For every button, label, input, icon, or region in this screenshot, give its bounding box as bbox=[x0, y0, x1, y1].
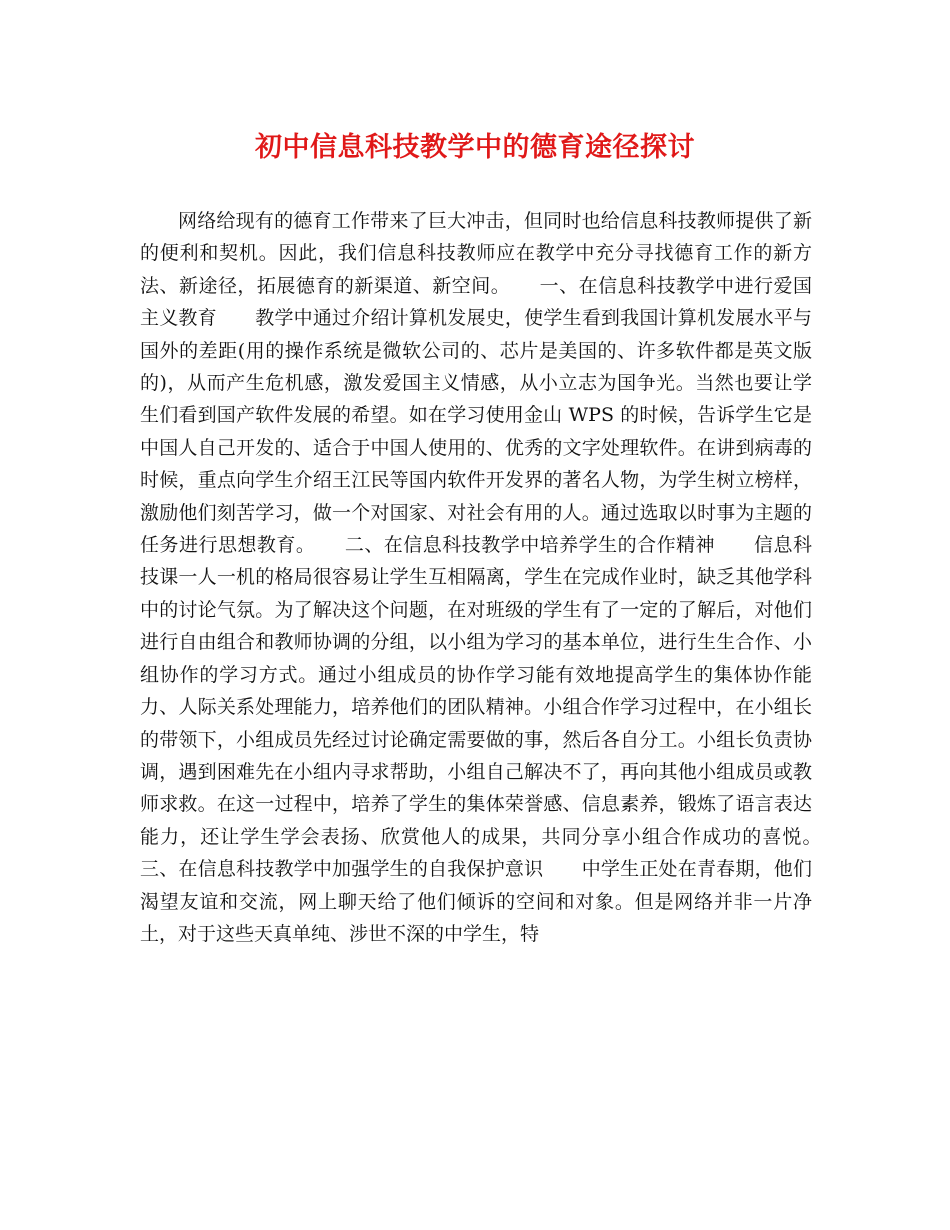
document-title: 初中信息科技教学中的德育途径探讨 bbox=[255, 132, 695, 163]
document-body-paragraph: 网络给现有的德育工作带来了巨大冲击，但同时也给信息科技教师提供了新的便利和契机。因此，我们信息科技教师应在教学中充分寻找德育工作的新方法、新途径，拓展德育的新渠道、新空间。 一、在信息科技教学中进行爱国主义教育 教学中通过介绍计算机发展史，使学生看到我国计算机发展水平与国外的差距(用的操作系统是微软公司的、芯片是美国的、许多软件都是英文版的)，从而产生危机感，激发爱国主义情感，从小立志为国争光。当然也要让学生们看到国产软件发展的希望。如在学习使用金山 WPS 的时候，告诉学生它是中国人自己开发的、适合于中国人使用的、优秀的文字处理软件。在讲到病毒的时候，重点向学生介绍王江民等国内软件开发界的著名人物，为学生树立榜样，激励他们刻苦学习，做一个对国家、对社会有用的人。通过选取以时事为主题的任务进行思想教育。 二、在信息科技教学中培养学生的合作精神 信息科技课一人一机的格局很容易让学生互相隔离，学生在完成作业时，缺乏其他学科中的讨论气氛。为了解决这个问题，在对班级的学生有了一定的了解后，对他们进行自由组合和教师协调的分组，以小组为学习的基本单位，进行生生合作、小组协作的学习方式。通过小组成员的协作学习能有效地提高学生的集体协作能力、人际关系处理能力，培养他们的团队精神。小组合作学习过程中，在小组长的带领下，小组成员先经过讨论确定需要做的事，然后各自分工。小组长负责协调，遇到困难先在小组内寻求帮助，小组自己解决不了，再向其他小组成员或教师求救。在这一过程中，培养了学生的集体荣誉感、信息素养，锻炼了语言表达能力，还让学生学会表扬、欣赏他人的成果，共同分享小组合作成功的喜悦。 三、在信息科技教学中加强学生的自我保护意识 中学生正处在青春期，他们渴望友谊和交流，网上聊天给了他们倾诉的空间和对象。但是网络并非一片净土，对于这些天真单纯、涉世不深的中学生，特 bbox=[140, 210, 851, 945]
